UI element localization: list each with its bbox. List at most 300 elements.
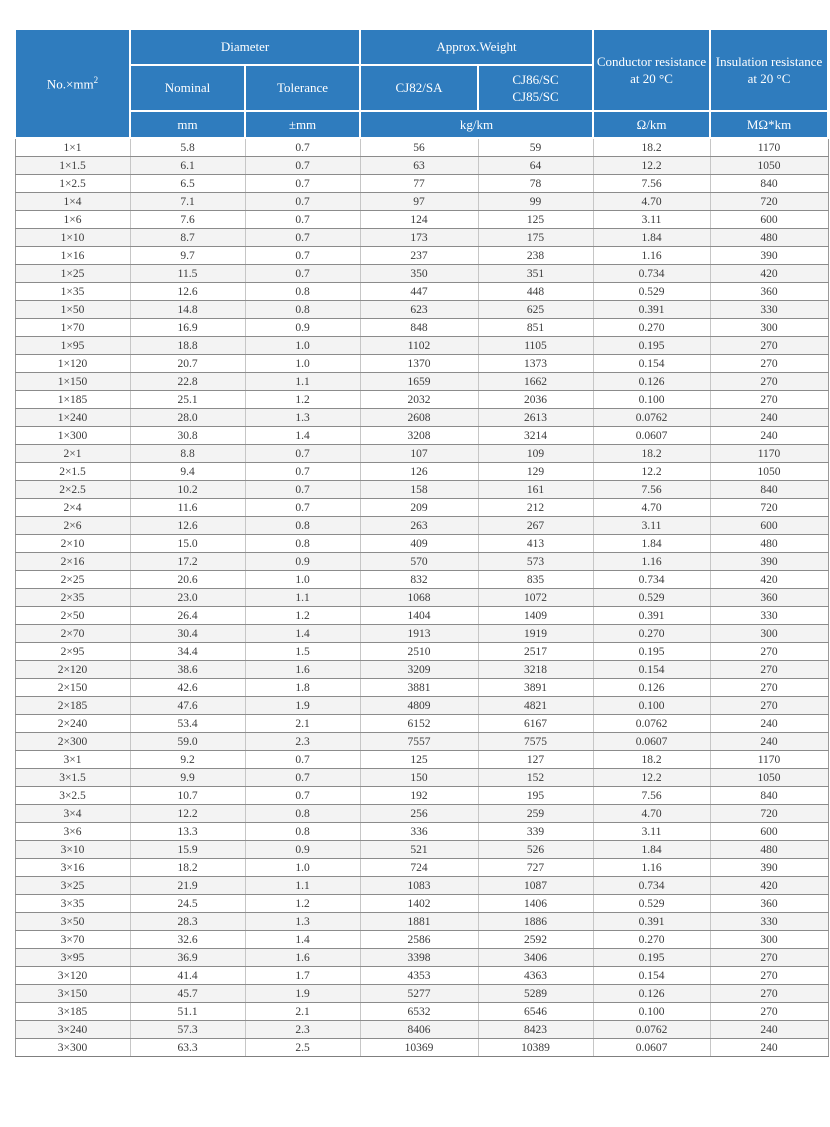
cell: 1.1: [245, 589, 360, 607]
cell: 420: [710, 571, 828, 589]
cell: 6.5: [130, 175, 245, 193]
cell: 0.7: [245, 499, 360, 517]
cell: 63.3: [130, 1039, 245, 1057]
size-superscript: 2: [93, 74, 99, 85]
cell: 1913: [360, 625, 478, 643]
cell: 336: [360, 823, 478, 841]
cell: 6546: [478, 1003, 593, 1021]
cell: 0.9: [245, 841, 360, 859]
cell: 7.56: [593, 175, 710, 193]
cell: 4.70: [593, 499, 710, 517]
row-size-label: 2×300: [15, 733, 130, 751]
cell: 8.8: [130, 445, 245, 463]
cell: 6532: [360, 1003, 478, 1021]
cell: 420: [710, 265, 828, 283]
cell: 1102: [360, 337, 478, 355]
cell: 7.56: [593, 481, 710, 499]
cell: 573: [478, 553, 593, 571]
cell: 2517: [478, 643, 593, 661]
cell: 0.195: [593, 337, 710, 355]
header-group-diameter: Diameter: [130, 29, 360, 65]
cell: 1404: [360, 607, 478, 625]
cell: 1.4: [245, 427, 360, 445]
cell: 1886: [478, 913, 593, 931]
cell: 1083: [360, 877, 478, 895]
table-row: [15, 715, 828, 733]
cell: 1.2: [245, 895, 360, 913]
row-size-label: 2×35: [15, 589, 130, 607]
cell: 152: [478, 769, 593, 787]
row-size-label: 1×10: [15, 229, 130, 247]
cell: 8.7: [130, 229, 245, 247]
cell: 14.8: [130, 301, 245, 319]
cell: 5.8: [130, 138, 245, 157]
cell: 0.9: [245, 553, 360, 571]
cell: 840: [710, 481, 828, 499]
cell: 45.7: [130, 985, 245, 1003]
table-row: [15, 138, 828, 157]
cell: 15.9: [130, 841, 245, 859]
table-row: [15, 985, 828, 1003]
cell: 1.6: [245, 661, 360, 679]
cell: 0.391: [593, 301, 710, 319]
cell: 848: [360, 319, 478, 337]
cell: 11.6: [130, 499, 245, 517]
cell: 267: [478, 517, 593, 535]
row-size-label: 2×120: [15, 661, 130, 679]
table-body: [15, 138, 828, 1057]
row-size-label: 3×50: [15, 913, 130, 931]
cell: 1659: [360, 373, 478, 391]
cell: 20.6: [130, 571, 245, 589]
cell: 0.7: [245, 787, 360, 805]
cell: 175: [478, 229, 593, 247]
cell: 270: [710, 643, 828, 661]
cell: 835: [478, 571, 593, 589]
cell: 10.7: [130, 787, 245, 805]
row-size-label: 1×185: [15, 391, 130, 409]
row-size-label: 1×4: [15, 193, 130, 211]
cell: 480: [710, 535, 828, 553]
cell: 270: [710, 949, 828, 967]
cell: 161: [478, 481, 593, 499]
cell: 1050: [710, 463, 828, 481]
cell: 12.2: [593, 769, 710, 787]
cell: 7.6: [130, 211, 245, 229]
cell: 0.7: [245, 751, 360, 769]
cell: 59.0: [130, 733, 245, 751]
cell: 2.5: [245, 1039, 360, 1057]
table-row: [15, 319, 828, 337]
cell: 0.7: [245, 265, 360, 283]
cell: 2.1: [245, 1003, 360, 1021]
table-row: [15, 949, 828, 967]
header-nominal: Nominal: [130, 65, 245, 111]
cell: 240: [710, 427, 828, 445]
cell: 4821: [478, 697, 593, 715]
table-row: [15, 499, 828, 517]
cell: 0.7: [245, 157, 360, 175]
cell: 724: [360, 859, 478, 877]
cell: 9.4: [130, 463, 245, 481]
cell: 0.0607: [593, 1039, 710, 1057]
cell: 1662: [478, 373, 593, 391]
cell: 1.16: [593, 553, 710, 571]
cell: 3208: [360, 427, 478, 445]
row-size-label: 1×50: [15, 301, 130, 319]
row-size-label: 3×6: [15, 823, 130, 841]
row-size-label: 3×70: [15, 931, 130, 949]
table-row: [15, 463, 828, 481]
cell: 0.0762: [593, 409, 710, 427]
table-row: [15, 589, 828, 607]
cell: 15.0: [130, 535, 245, 553]
cell: 150: [360, 769, 478, 787]
cell: 270: [710, 967, 828, 985]
cell: 28.3: [130, 913, 245, 931]
cell: 0.126: [593, 373, 710, 391]
cell: 259: [478, 805, 593, 823]
cell: 7557: [360, 733, 478, 751]
table-row: [15, 751, 828, 769]
cell: 97: [360, 193, 478, 211]
cell: 212: [478, 499, 593, 517]
cell: 270: [710, 697, 828, 715]
cell: 0.391: [593, 913, 710, 931]
cell: 36.9: [130, 949, 245, 967]
cell: 12.2: [593, 463, 710, 481]
cell: 0.195: [593, 949, 710, 967]
row-size-label: 2×185: [15, 697, 130, 715]
cell: 0.7: [245, 481, 360, 499]
cell: 109: [478, 445, 593, 463]
cell: 59: [478, 138, 593, 157]
cell: 0.8: [245, 535, 360, 553]
table-row: [15, 787, 828, 805]
row-size-label: 3×4: [15, 805, 130, 823]
row-size-label: 3×1.5: [15, 769, 130, 787]
table-row: [15, 931, 828, 949]
cell: 360: [710, 589, 828, 607]
row-size-label: 2×10: [15, 535, 130, 553]
cell: 240: [710, 733, 828, 751]
row-size-label: 3×120: [15, 967, 130, 985]
unit-tolerance-mm: ±mm: [245, 111, 360, 138]
cell: 1.84: [593, 841, 710, 859]
cell: 192: [360, 787, 478, 805]
cell: 5277: [360, 985, 478, 1003]
cell: 1.2: [245, 391, 360, 409]
cell: 1.4: [245, 625, 360, 643]
row-size-label: 3×2.5: [15, 787, 130, 805]
cell: 1.1: [245, 877, 360, 895]
table-row: [15, 805, 828, 823]
cell: 2592: [478, 931, 593, 949]
cell: 22.8: [130, 373, 245, 391]
row-size-label: 1×35: [15, 283, 130, 301]
cell: 51.1: [130, 1003, 245, 1021]
cell: 1.16: [593, 859, 710, 877]
cell: 1.6: [245, 949, 360, 967]
cell: 256: [360, 805, 478, 823]
cell: 851: [478, 319, 593, 337]
cell: 0.154: [593, 355, 710, 373]
cell: 480: [710, 229, 828, 247]
row-size-label: 2×6: [15, 517, 130, 535]
cell: 0.9: [245, 319, 360, 337]
row-size-label: 2×95: [15, 643, 130, 661]
row-size-label: 1×150: [15, 373, 130, 391]
cell: 56: [360, 138, 478, 157]
cell: 351: [478, 265, 593, 283]
cell: 300: [710, 625, 828, 643]
cell: 18.2: [593, 138, 710, 157]
cell: 125: [360, 751, 478, 769]
cell: 3214: [478, 427, 593, 445]
cell: 0.0762: [593, 1021, 710, 1039]
cell: 125: [478, 211, 593, 229]
cell: 2608: [360, 409, 478, 427]
cell: 0.7: [245, 138, 360, 157]
cell: 727: [478, 859, 593, 877]
row-size-label: 3×300: [15, 1039, 130, 1057]
cell: 7.56: [593, 787, 710, 805]
cell: 7.1: [130, 193, 245, 211]
table-row: [15, 913, 828, 931]
cell: 526: [478, 841, 593, 859]
cell: 1919: [478, 625, 593, 643]
cell: 12.6: [130, 283, 245, 301]
table-row: [15, 229, 828, 247]
cell: 1068: [360, 589, 478, 607]
cell: 124: [360, 211, 478, 229]
cell: 0.7: [245, 769, 360, 787]
row-size-label: 2×2.5: [15, 481, 130, 499]
cell: 12.2: [130, 805, 245, 823]
row-size-label: 2×25: [15, 571, 130, 589]
cell: 0.7: [245, 211, 360, 229]
cell: 240: [710, 409, 828, 427]
table-row: [15, 697, 828, 715]
cell: 1.2: [245, 607, 360, 625]
cell: 99: [478, 193, 593, 211]
cell: 840: [710, 175, 828, 193]
cell: 1.5: [245, 643, 360, 661]
cell: 1373: [478, 355, 593, 373]
unit-ohm-km: Ω/km: [593, 111, 710, 138]
table-row: [15, 535, 828, 553]
cell: 330: [710, 301, 828, 319]
cell: 0.100: [593, 1003, 710, 1021]
cell: 1881: [360, 913, 478, 931]
cell: 1050: [710, 769, 828, 787]
cell: 1050: [710, 157, 828, 175]
row-size-label: 3×185: [15, 1003, 130, 1021]
cell: 720: [710, 805, 828, 823]
cell: 0.270: [593, 319, 710, 337]
cell: 720: [710, 499, 828, 517]
cell: 625: [478, 301, 593, 319]
row-size-label: 1×70: [15, 319, 130, 337]
table-row: [15, 895, 828, 913]
cell: 237: [360, 247, 478, 265]
table-row: [15, 607, 828, 625]
cell: 360: [710, 895, 828, 913]
cell: 238: [478, 247, 593, 265]
cell: 8423: [478, 1021, 593, 1039]
cell: 64: [478, 157, 593, 175]
cell: 127: [478, 751, 593, 769]
cell: 300: [710, 931, 828, 949]
header-conductor-resistance: Conductor resistance at 20 °C: [593, 29, 710, 111]
cell: 270: [710, 337, 828, 355]
cell: 126: [360, 463, 478, 481]
cell: 1.0: [245, 337, 360, 355]
row-size-label: 1×300: [15, 427, 130, 445]
cell: 390: [710, 859, 828, 877]
cell: 3218: [478, 661, 593, 679]
cell: 600: [710, 823, 828, 841]
cell: 41.4: [130, 967, 245, 985]
cell: 1.3: [245, 913, 360, 931]
cable-spec-table: [14, 28, 829, 1057]
table-row: [15, 859, 828, 877]
cell: 78: [478, 175, 593, 193]
cell: 10369: [360, 1039, 478, 1057]
table-row: [15, 427, 828, 445]
row-size-label: 2×240: [15, 715, 130, 733]
table-row: [15, 211, 828, 229]
cell: 3.11: [593, 517, 710, 535]
cell: 3398: [360, 949, 478, 967]
row-size-label: 1×2.5: [15, 175, 130, 193]
cell: 623: [360, 301, 478, 319]
cell: 17.2: [130, 553, 245, 571]
row-size-label: 1×6: [15, 211, 130, 229]
cell: 21.9: [130, 877, 245, 895]
table-row: [15, 841, 828, 859]
table-row: [15, 355, 828, 373]
cell: 1170: [710, 445, 828, 463]
cell: 409: [360, 535, 478, 553]
cell: 0.734: [593, 571, 710, 589]
cell: 30.8: [130, 427, 245, 445]
row-size-label: 2×1: [15, 445, 130, 463]
cell: 4809: [360, 697, 478, 715]
cell: 840: [710, 787, 828, 805]
cell: 107: [360, 445, 478, 463]
cell: 42.6: [130, 679, 245, 697]
cell: 0.100: [593, 391, 710, 409]
cell: 9.2: [130, 751, 245, 769]
cell: 1370: [360, 355, 478, 373]
cell: 1105: [478, 337, 593, 355]
cell: 1.7: [245, 967, 360, 985]
cell: 18.2: [130, 859, 245, 877]
cell: 339: [478, 823, 593, 841]
header-tolerance: Tolerance: [245, 65, 360, 111]
cell: 1409: [478, 607, 593, 625]
cell: 47.6: [130, 697, 245, 715]
cell: 0.529: [593, 283, 710, 301]
table-row: [15, 1003, 828, 1021]
cell: 2.3: [245, 733, 360, 751]
table-row: [15, 769, 828, 787]
row-size-label: 1×1: [15, 138, 130, 157]
cell: 0.0762: [593, 715, 710, 733]
cell: 270: [710, 661, 828, 679]
cell: 30.4: [130, 625, 245, 643]
row-size-label: 3×240: [15, 1021, 130, 1039]
unit-kg-km: kg/km: [360, 111, 593, 138]
cell: 1.8: [245, 679, 360, 697]
cell: 6167: [478, 715, 593, 733]
cell: 240: [710, 715, 828, 733]
table-row: [15, 391, 828, 409]
table-row: [15, 265, 828, 283]
cell: 0.391: [593, 607, 710, 625]
cell: 1072: [478, 589, 593, 607]
cell: 270: [710, 355, 828, 373]
cell: 2613: [478, 409, 593, 427]
table-row: [15, 283, 828, 301]
table-row: [15, 337, 828, 355]
row-size-label: 2×70: [15, 625, 130, 643]
cell: 1.3: [245, 409, 360, 427]
table-row: [15, 157, 828, 175]
cell: 0.7: [245, 193, 360, 211]
cell: 1.0: [245, 355, 360, 373]
cell: 240: [710, 1039, 828, 1057]
row-size-label: 2×50: [15, 607, 130, 625]
cell: 2.3: [245, 1021, 360, 1039]
cell: 24.5: [130, 895, 245, 913]
cell: 360: [710, 283, 828, 301]
row-size-label: 3×10: [15, 841, 130, 859]
table-header: [15, 29, 828, 138]
table-row: [15, 175, 828, 193]
table-row: [15, 553, 828, 571]
cell: 0.8: [245, 517, 360, 535]
table-row: [15, 823, 828, 841]
cell: 9.9: [130, 769, 245, 787]
table-row: [15, 373, 828, 391]
cell: 413: [478, 535, 593, 553]
cell: 2.1: [245, 715, 360, 733]
table-row: [15, 679, 828, 697]
cell: 34.4: [130, 643, 245, 661]
row-size-label: 2×1.5: [15, 463, 130, 481]
cell: 263: [360, 517, 478, 535]
cell: 77: [360, 175, 478, 193]
cell: 2036: [478, 391, 593, 409]
cell: 1.9: [245, 985, 360, 1003]
cell: 13.3: [130, 823, 245, 841]
cell: 1.84: [593, 535, 710, 553]
cell: 57.3: [130, 1021, 245, 1039]
cell: 7575: [478, 733, 593, 751]
cell: 4363: [478, 967, 593, 985]
unit-mohm-km: MΩ*km: [710, 111, 828, 138]
cell: 3406: [478, 949, 593, 967]
row-size-label: 1×16: [15, 247, 130, 265]
row-size-label: 1×1.5: [15, 157, 130, 175]
cell: 9.7: [130, 247, 245, 265]
cell: 158: [360, 481, 478, 499]
row-size-label: 1×240: [15, 409, 130, 427]
cell: 600: [710, 211, 828, 229]
table-row: [15, 877, 828, 895]
